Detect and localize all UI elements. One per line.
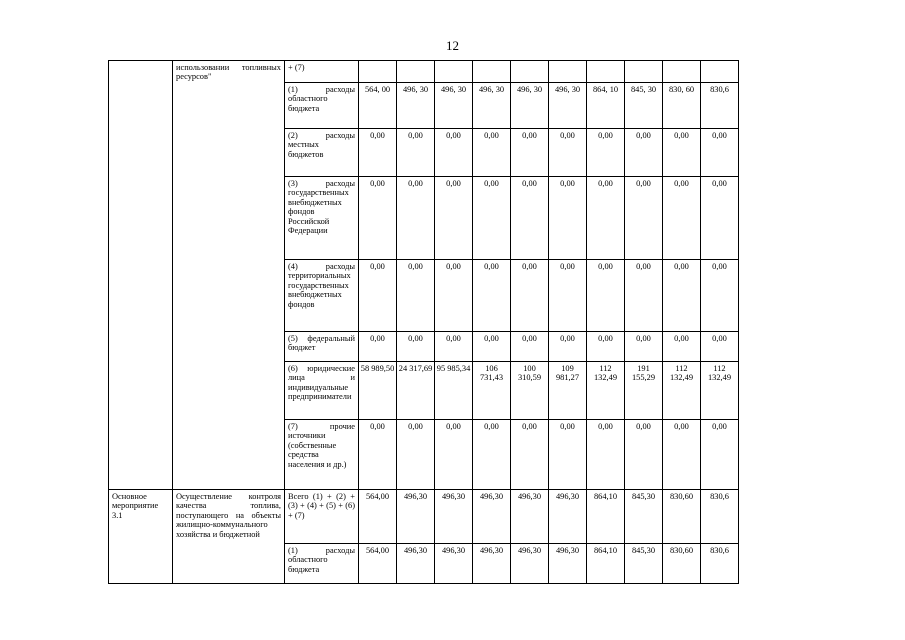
- value-cell: 0,00: [625, 177, 663, 260]
- funding-source-cell: (7) прочие источники (собственные средства населения и др.): [285, 420, 359, 490]
- value-cell: 58 989,50: [359, 362, 397, 420]
- value-cell: 0,00: [511, 260, 549, 332]
- value-cell: 0,00: [359, 177, 397, 260]
- value-cell: 0,00: [511, 332, 549, 362]
- value-cell: 0,00: [663, 260, 701, 332]
- value-cell: 496,30: [435, 544, 473, 584]
- value-cell: 0,00: [587, 177, 625, 260]
- value-cell: 564,00: [359, 544, 397, 584]
- value-cell: 0,00: [549, 177, 587, 260]
- value-cell: 496,30: [549, 544, 587, 584]
- funding-source-cell: (4) расходы территориальных государственных внебюджетных фондов: [285, 260, 359, 332]
- value-cell: 112 132,49: [701, 362, 739, 420]
- funding-source-cell: Всего (1) + (2) + (3) + (4) + (5) + (6) + (7): [285, 490, 359, 544]
- value-cell: 830,6: [701, 490, 739, 544]
- value-cell: 0,00: [701, 177, 739, 260]
- value-cell: 0,00: [435, 129, 473, 177]
- activity-name-cell: использовании топливных ресурсов": [173, 61, 285, 490]
- page-number: 12: [446, 38, 459, 53]
- budget-table: [108, 60, 739, 584]
- value-cell: 0,00: [473, 332, 511, 362]
- activity-code-cell: [109, 61, 173, 490]
- value-cell: 0,00: [435, 420, 473, 490]
- value-cell: 0,00: [397, 129, 435, 177]
- value-cell: 496, 30: [397, 83, 435, 129]
- value-cell: 0,00: [701, 420, 739, 490]
- value-cell: 830,60: [663, 544, 701, 584]
- funding-source-cell: (6) юридические лица и индивидуальные предприниматели: [285, 362, 359, 420]
- value-cell: 112 132,49: [587, 362, 625, 420]
- funding-source-cell: (1) расходы областного бюджета: [285, 83, 359, 129]
- value-cell: 0,00: [359, 129, 397, 177]
- value-cell: 496,30: [435, 490, 473, 544]
- value-cell: 0,00: [397, 332, 435, 362]
- value-cell: 0,00: [435, 332, 473, 362]
- value-cell: 0,00: [473, 260, 511, 332]
- activity-name-cell: Осуществление контроля качества топлива, поступающего на объекты жилищно-коммунального хозяйства и бюджетной: [173, 490, 285, 584]
- activity-code-cell: Основное мероприятие 3.1: [109, 490, 173, 584]
- value-cell: 0,00: [625, 129, 663, 177]
- value-cell: 0,00: [397, 420, 435, 490]
- value-cell: [511, 61, 549, 83]
- value-cell: 845,30: [625, 544, 663, 584]
- value-cell: 830, 60: [663, 83, 701, 129]
- value-cell: 0,00: [359, 260, 397, 332]
- value-cell: 496,30: [511, 544, 549, 584]
- value-cell: 496, 30: [473, 83, 511, 129]
- value-cell: [473, 61, 511, 83]
- value-cell: 496, 30: [511, 83, 549, 129]
- value-cell: [549, 61, 587, 83]
- value-cell: 0,00: [549, 332, 587, 362]
- value-cell: [435, 61, 473, 83]
- funding-source-cell: (3) расходы государственных внебюджетных фондов Российской Федерации: [285, 177, 359, 260]
- value-cell: 0,00: [359, 420, 397, 490]
- value-cell: 0,00: [473, 129, 511, 177]
- value-cell: 830,6: [701, 83, 739, 129]
- value-cell: 0,00: [397, 177, 435, 260]
- value-cell: 864, 10: [587, 83, 625, 129]
- funding-source-cell: + (7): [285, 61, 359, 83]
- value-cell: 0,00: [397, 260, 435, 332]
- value-cell: 0,00: [473, 177, 511, 260]
- value-cell: 564, 00: [359, 83, 397, 129]
- funding-source-cell: (1) расходы областного бюджета: [285, 544, 359, 584]
- value-cell: 845,30: [625, 490, 663, 544]
- value-cell: 845, 30: [625, 83, 663, 129]
- value-cell: 0,00: [701, 260, 739, 332]
- value-cell: 496, 30: [549, 83, 587, 129]
- value-cell: [587, 61, 625, 83]
- value-cell: 0,00: [625, 332, 663, 362]
- value-cell: 830,60: [663, 490, 701, 544]
- value-cell: [701, 61, 739, 83]
- value-cell: 0,00: [663, 332, 701, 362]
- value-cell: 496, 30: [435, 83, 473, 129]
- value-cell: 0,00: [511, 177, 549, 260]
- value-cell: 0,00: [359, 332, 397, 362]
- value-cell: 0,00: [701, 332, 739, 362]
- value-cell: 496,30: [473, 490, 511, 544]
- value-cell: 864,10: [587, 490, 625, 544]
- value-cell: 112 132,49: [663, 362, 701, 420]
- funding-source-cell: (2) расходы местных бюджетов: [285, 129, 359, 177]
- value-cell: 0,00: [625, 260, 663, 332]
- value-cell: 496,30: [549, 490, 587, 544]
- value-cell: 0,00: [587, 420, 625, 490]
- value-cell: 0,00: [473, 420, 511, 490]
- value-cell: 0,00: [549, 260, 587, 332]
- value-cell: 0,00: [625, 420, 663, 490]
- value-cell: 100 310,59: [511, 362, 549, 420]
- value-cell: 864,10: [587, 544, 625, 584]
- value-cell: 830,6: [701, 544, 739, 584]
- funding-source-cell: (5) федеральный бюджет: [285, 332, 359, 362]
- value-cell: 0,00: [511, 129, 549, 177]
- value-cell: [397, 61, 435, 83]
- value-cell: 24 317,69: [397, 362, 435, 420]
- value-cell: 0,00: [511, 420, 549, 490]
- value-cell: 0,00: [587, 260, 625, 332]
- value-cell: [663, 61, 701, 83]
- value-cell: 496,30: [397, 544, 435, 584]
- value-cell: 0,00: [663, 129, 701, 177]
- value-cell: 191 155,29: [625, 362, 663, 420]
- value-cell: 496,30: [473, 544, 511, 584]
- value-cell: [625, 61, 663, 83]
- value-cell: 0,00: [587, 129, 625, 177]
- value-cell: 0,00: [549, 420, 587, 490]
- value-cell: 0,00: [549, 129, 587, 177]
- value-cell: 106 731,43: [473, 362, 511, 420]
- value-cell: 496,30: [397, 490, 435, 544]
- value-cell: 95 985,34: [435, 362, 473, 420]
- value-cell: 0,00: [435, 260, 473, 332]
- table-body: [109, 61, 739, 584]
- table-row: [109, 490, 739, 544]
- table-row: [109, 61, 739, 83]
- value-cell: 496,30: [511, 490, 549, 544]
- value-cell: [359, 61, 397, 83]
- value-cell: 0,00: [435, 177, 473, 260]
- value-cell: 0,00: [663, 420, 701, 490]
- value-cell: 0,00: [663, 177, 701, 260]
- value-cell: 109 981,27: [549, 362, 587, 420]
- value-cell: 0,00: [587, 332, 625, 362]
- value-cell: 0,00: [701, 129, 739, 177]
- value-cell: 564,00: [359, 490, 397, 544]
